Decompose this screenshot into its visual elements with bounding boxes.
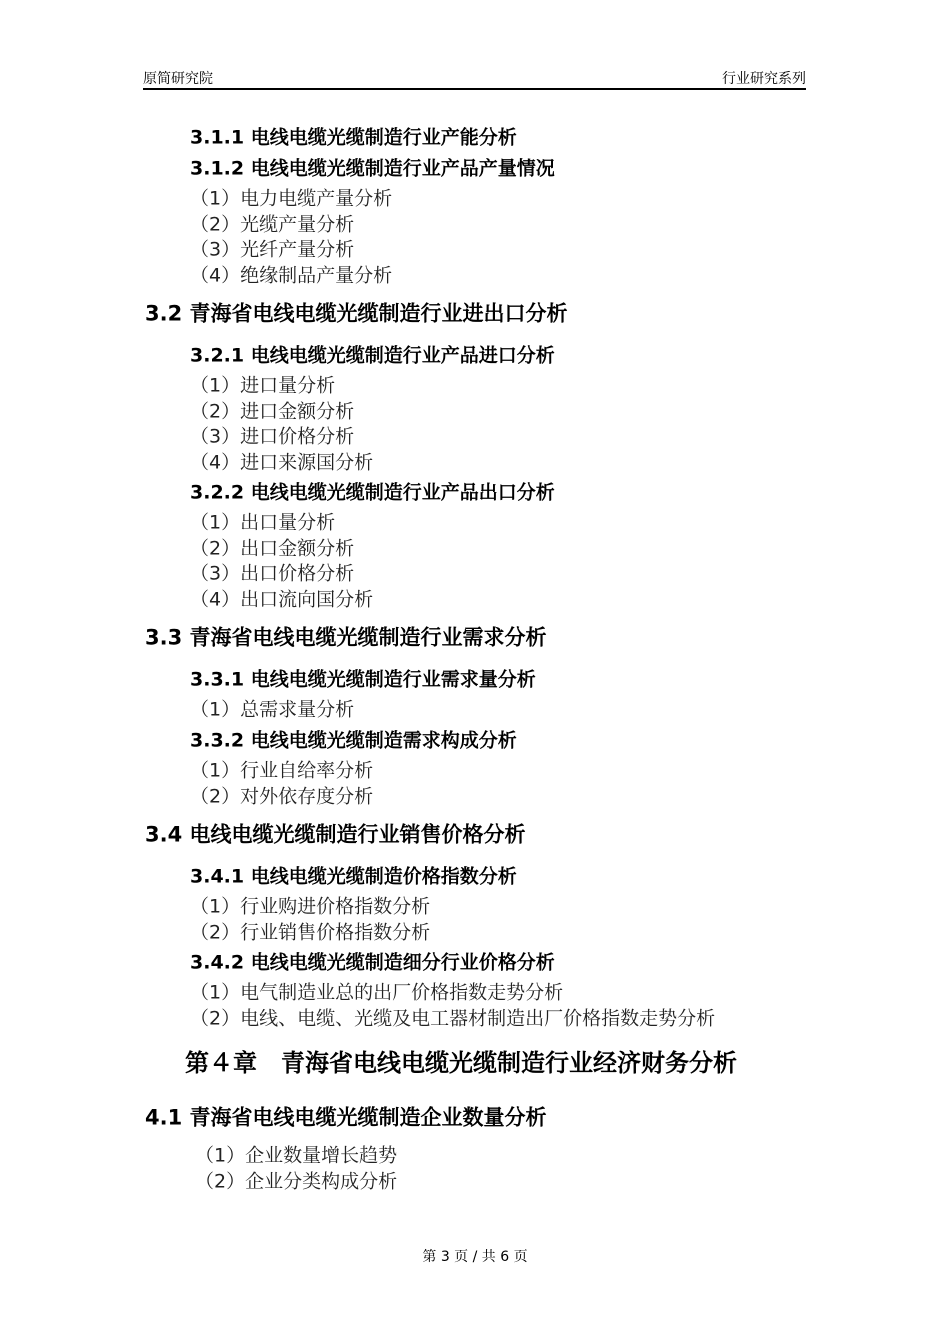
toc-heading-3: 3.4.2 电线电缆光缆制造细分行业价格分析 [190, 951, 555, 974]
toc-chapter-heading: 第４章 青海省电线电缆光缆制造行业经济财务分析 [185, 1049, 737, 1077]
toc-heading-3: 3.2.1 电线电缆光缆制造行业产品进口分析 [190, 344, 555, 367]
toc-item: （2）出口金额分析 [190, 537, 355, 560]
toc-item: （1）电力电缆产量分析 [190, 187, 393, 210]
toc-heading-3: 3.1.2 电线电缆光缆制造行业产品产量情况 [190, 157, 555, 180]
toc-item: （3）进口价格分析 [190, 425, 355, 448]
toc-item: （1）进口量分析 [190, 374, 336, 397]
toc-heading-2: 3.2 青海省电线电缆光缆制造行业进出口分析 [145, 301, 568, 326]
toc-item: （4）出口流向国分析 [190, 588, 374, 611]
page-number: 第 3 页 / 共 6 页 [422, 1249, 528, 1265]
toc-item: （1）行业购进价格指数分析 [190, 895, 431, 918]
toc-item: （1）出口量分析 [190, 511, 336, 534]
toc-item: （1）企业数量增长趋势 [195, 1144, 398, 1167]
toc-heading-3: 3.4.1 电线电缆光缆制造价格指数分析 [190, 865, 517, 888]
toc-item: （3）光纤产量分析 [190, 238, 355, 261]
toc-item: （2）电线、电缆、光缆及电工器材制造出厂价格指数走势分析 [190, 1007, 716, 1030]
toc-item: （1）电气制造业总的出厂价格指数走势分析 [190, 981, 564, 1004]
toc-heading-2: 4.1 青海省电线电缆光缆制造企业数量分析 [145, 1105, 547, 1130]
header-left: 原简研究院 [143, 71, 213, 87]
toc-item: （2）企业分类构成分析 [195, 1170, 398, 1193]
header-right: 行业研究系列 [722, 71, 806, 87]
toc-heading-2: 3.3 青海省电线电缆光缆制造行业需求分析 [145, 625, 547, 650]
toc-heading-3: 3.3.1 电线电缆光缆制造行业需求量分析 [190, 668, 536, 691]
toc-heading-3: 3.1.1 电线电缆光缆制造行业产能分析 [190, 126, 517, 149]
header-rule [143, 88, 806, 90]
toc-heading-3: 3.2.2 电线电缆光缆制造行业产品出口分析 [190, 481, 555, 504]
toc-item: （1）行业自给率分析 [190, 759, 374, 782]
toc-item: （2）对外依存度分析 [190, 785, 374, 808]
toc-item: （2）光缆产量分析 [190, 213, 355, 236]
toc-item: （3）出口价格分析 [190, 562, 355, 585]
toc-item: （2）行业销售价格指数分析 [190, 921, 431, 944]
toc-item: （4）绝缘制品产量分析 [190, 264, 393, 287]
toc-heading-3: 3.3.2 电线电缆光缆制造需求构成分析 [190, 729, 517, 752]
toc-item: （4）进口来源国分析 [190, 451, 374, 474]
toc-heading-2: 3.4 电线电缆光缆制造行业销售价格分析 [145, 822, 526, 847]
toc-item: （2）进口金额分析 [190, 400, 355, 423]
toc-item: （1）总需求量分析 [190, 698, 355, 721]
